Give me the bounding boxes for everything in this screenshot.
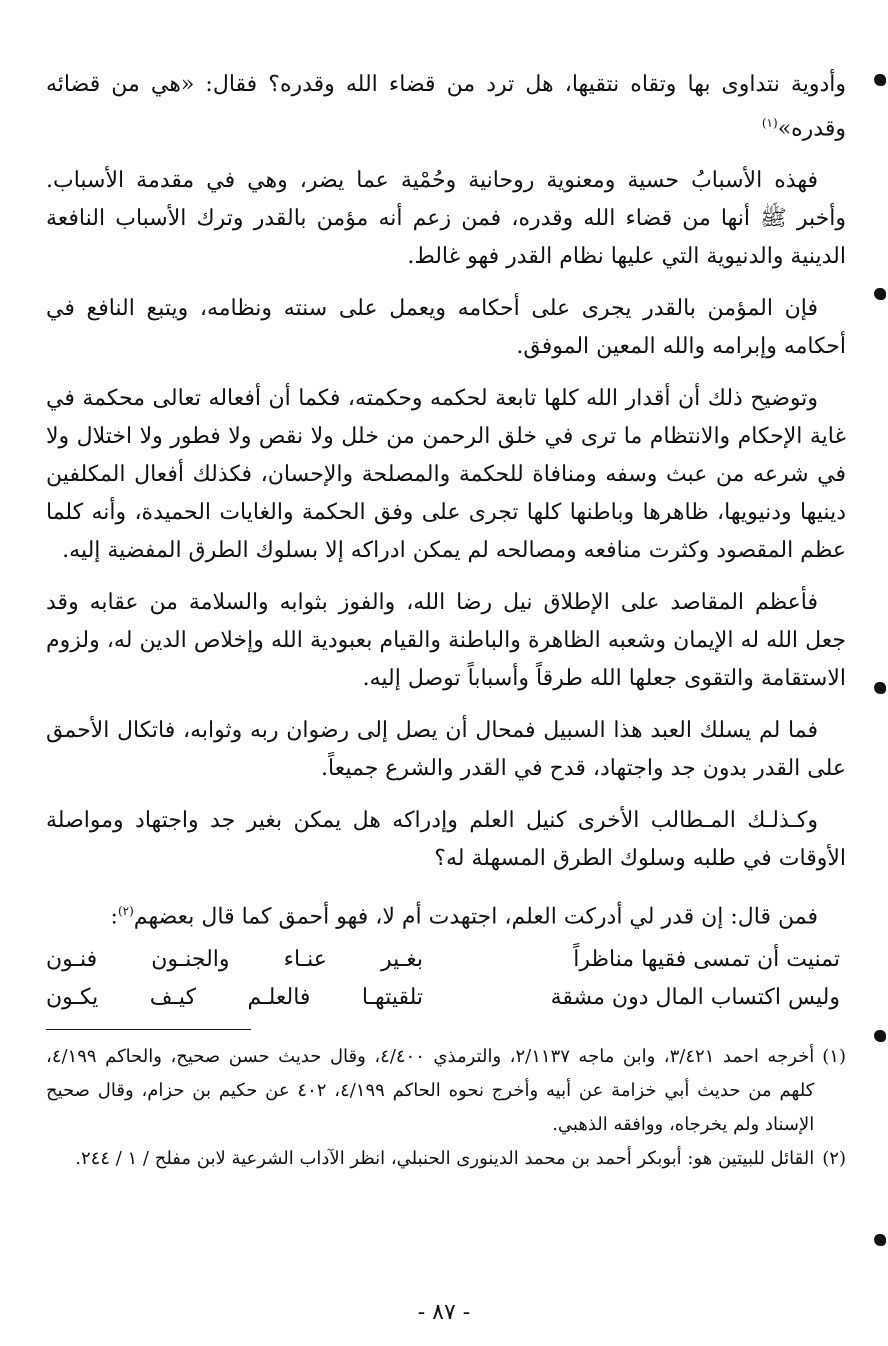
footnote-divider: [46, 1029, 251, 1030]
paragraph-7: وكـذلـك المـطالب الأخرى كنيل العلم وإدراكه هل يمكن بغير جد واجتهاد ومواصلة الأوقات في طلبه وسلوك الطرق المسهلة له؟: [46, 808, 846, 872]
footnote-1-number: (١): [822, 1045, 846, 1067]
binding-hole-mark: [874, 1234, 886, 1246]
footnote-1-text: أخرجه احمد ٣/٤٢١، وابن ماجه ٢/١١٣٧، والترمذي ٤/٤٠٠، وقال حديث حسن صحيح، والحاكم ٤/١٩٩، كلهم من حديث أبي خزامة عن أبيه وأخرج نحوه الحاكم ٤/١٩٩، ٤٠٢ عن حكيم بن حزام، وقال صحيح الإسناد ولم يخرجاه، ووافقه الذهبي.: [46, 1045, 815, 1135]
poem-line2-second-hemistich: تلقيتهـا فالعلـم كيـف يكـون: [46, 984, 423, 1010]
footnote-2-number: (٢): [822, 1147, 846, 1169]
footnote-1: [46, 1040, 846, 1142]
paragraph-1: [46, 66, 846, 148]
footnote-2-text: القائل للبيتين هو: أبوبكر أحمد بن محمد الدينورى الحنبلي، انظر الآداب الشرعية لابن مفلح / ١ / ٢٤٤.: [75, 1147, 815, 1169]
poem-line1-second-hemistich: بغـير عنـاء والجنـون فنـون: [46, 946, 423, 972]
colon: :: [110, 904, 118, 930]
footnote-ref-2: (٢): [117, 904, 134, 919]
page-number: - ٨٧ -: [417, 1300, 471, 1325]
binding-hole-mark: [874, 1030, 886, 1042]
paragraph-6: فما لم يسلك العبد هذا السبيل فمحال أن يصل إلى رضوان ربه وثوابه، فاتكال الأحمق على القدر بدون جد واجتهاد، قدح في القدر والشرع جميعاً.: [46, 718, 846, 782]
paragraph-5: فأعظم المقاصد على الإطلاق نيل رضا الله، والفوز بثوابه والسلامة من عقابه وقد جعل الله له الإيمان وشعبه الظاهرة والباطنة والقيام بعبودية الله وإخلاص الدين له، ولزوم الاستقامة والتقوى جعلها الله طرقاً وأسباباً توصل إليه.: [46, 590, 846, 692]
paragraph-8-text: فمن قال: إن قدر لي أدركت العلم، اجتهدت أم لا، فهو أحمق كما قال بعضهم: [133, 904, 818, 930]
paragraph-2: فهذه الأسبابُ حسية ومعنوية روحانية وحُمْية عما يضر، وهي في مقدمة الأسباب. وأخبر ﷺ أنها من قضاء الله وقدره، فمن زعم أنه مؤمن بالقدر وترك الأسباب النافعة الدينية والدنيوية التي عليها نظام القدر فهو غالط.: [46, 168, 846, 270]
paragraph-1-text: وأدوية نتداوى بها وتقاه نتقيها، هل ترد من قضاء الله وقدره؟ فقال: «هي من قضائه وقدره»: [46, 72, 846, 142]
paragraph-4: وتوضيح ذلك أن أقدار الله كلها تابعة لحكمه وحكمته، فكما أن أفعاله تعالى محكمة في غاية الإحكام والانتظام ما ترى في خلق الرحمن من خلل ولا نقص ولا فطور ولا اختلال ولا في شرعه من عبث وسفه ومنافاة للحكمة والمصلحة والإحسان، فكذلك أفعال المكلفين دينيها ودنيويها، ظاهرها وباطنها كلها تجرى على وفق الحكمة والغايات الحميدة، وأنه كلما عظم المقصود وكثرت منافعه ومصالحه لم يمكن ادراكه إلا بسلوك الطرق المفضية إليه.: [46, 386, 846, 564]
footnote-ref-1: (١): [761, 116, 778, 130]
paragraph-8: [46, 892, 846, 936]
poem: [46, 941, 840, 1017]
binding-hole-mark: [874, 74, 886, 86]
footnotes: [46, 1040, 846, 1176]
footnote-2: [46, 1142, 846, 1176]
poem-line2-first-hemistich: وليس اكتساب المال دون مشقة: [550, 984, 840, 1010]
page-body: [46, 66, 846, 1176]
paragraph-3: فإن المؤمن بالقدر يجرى على أحكامه ويعمل على سنته ونظامه، ويتبع النافع في أحكامه وإبرامه والله المعين الموفق.: [46, 296, 846, 360]
binding-hole-mark: [874, 682, 886, 694]
poem-line1-first-hemistich: تمنيت أن تمسى فقيها مناظراً: [573, 946, 840, 972]
binding-hole-mark: [874, 288, 886, 300]
